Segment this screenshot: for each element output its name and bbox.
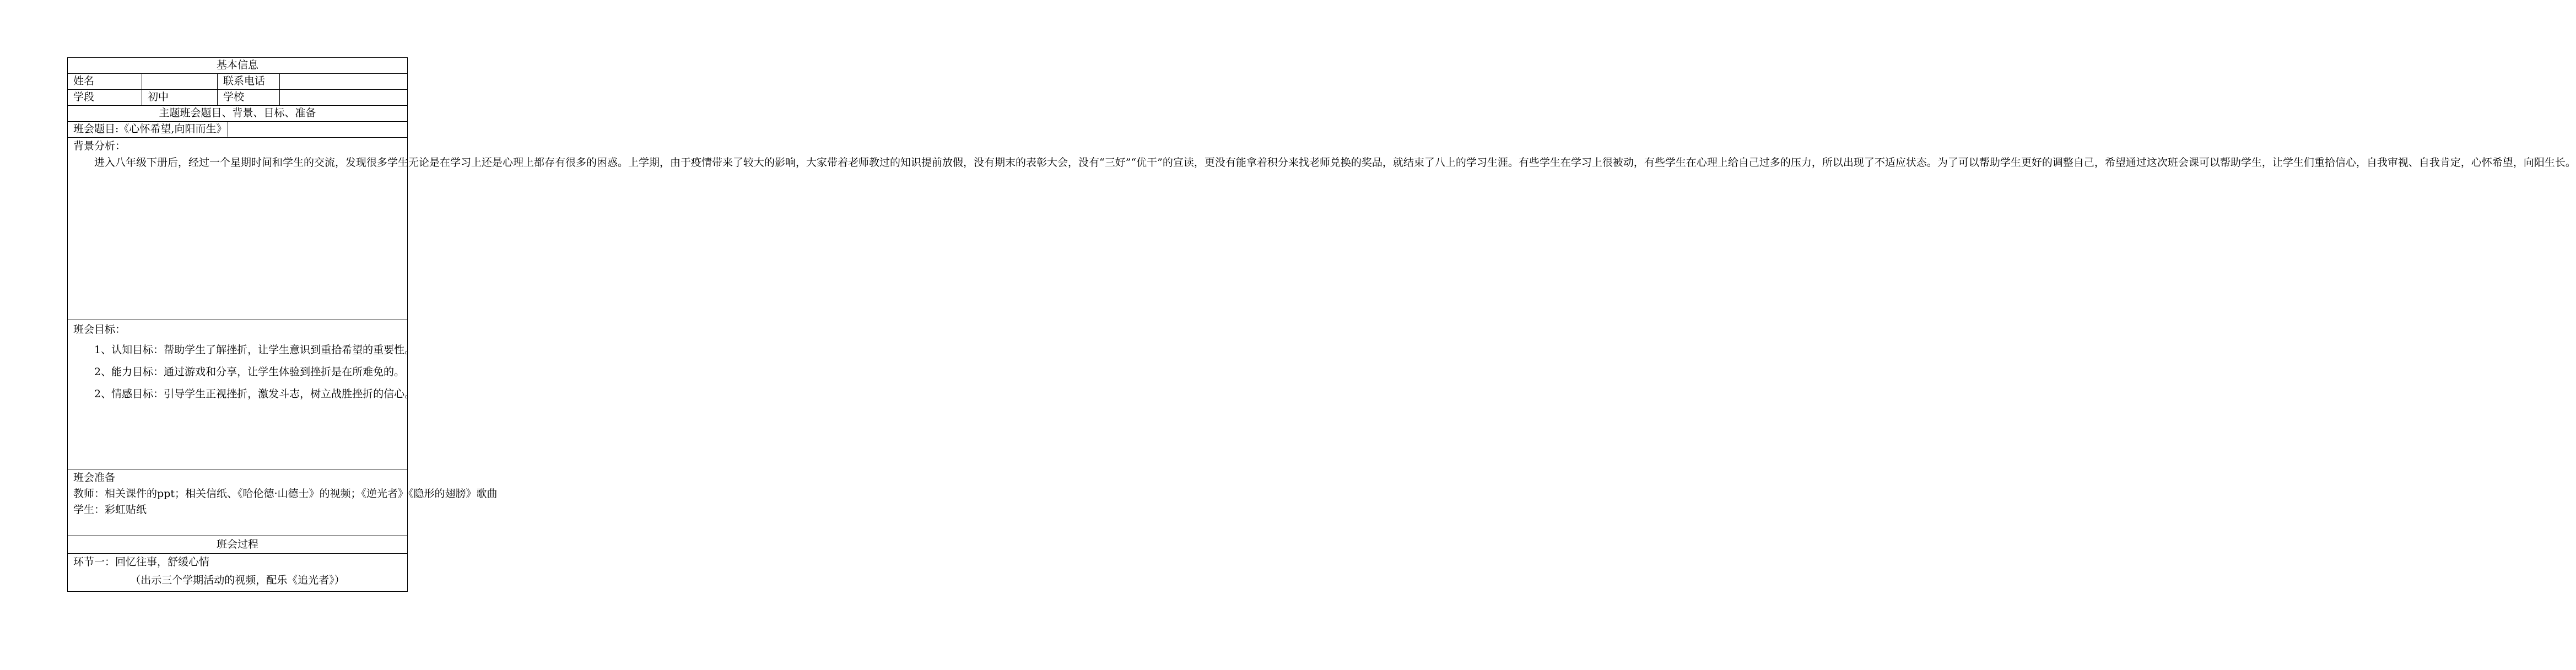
goal-ability: 2、能力目标：通过游戏和分享，让学生体验到挫折是在所难免的。 — [94, 366, 405, 378]
preparation-row — [68, 469, 408, 536]
school-value — [280, 90, 408, 106]
goals-row — [68, 320, 408, 469]
phone-value — [280, 74, 408, 90]
background-row — [68, 138, 408, 320]
school-label: 学校 — [218, 90, 280, 106]
preparation-student: 学生：彩虹贴纸 — [73, 504, 147, 516]
preparation-label: 班会准备 — [73, 472, 116, 484]
step1-note: （出示三个学期活动的视频，配乐《追光者》） — [130, 574, 345, 586]
stage-value: 初中 — [142, 90, 218, 106]
goals-cell — [68, 320, 415, 469]
goals-label: 班会目标： — [73, 323, 126, 336]
basic-info-heading-row — [68, 58, 408, 74]
name-label: 姓名 — [68, 74, 142, 90]
topic-cell — [68, 122, 408, 138]
background-text: 进入八年级下册后，经过一个星期时间和学生的交流，发现很多学生无论是在学习上还是心理上都存有很多的困惑。上学期，由于疫情带来了较大的影响，大家带着老师教过的知识提前放假，没有期末的表彰大会，没有“三好”“优干”的宣读，更没有能拿着积分来找老师兑换的奖品，就结束了八上的学习生涯。有些学生在学习上很被动，有些学生在心理上给自己过多的压力，所以出现了不适应状态。为了可以帮助学生更好的调整自己，希望通过这次班会课可以帮助学生，让学生们重拾信心，自我审视、自我肯定，心怀希望，向阳生长。 — [94, 156, 2576, 169]
process-step1-cell — [68, 554, 408, 592]
name-row — [68, 74, 408, 90]
topic-section-heading-row — [68, 106, 408, 122]
background-label: 背景分析： — [73, 140, 126, 152]
goal-emotion: 2、情感目标：引导学生正视挫折，激发斗志，树立战胜挫折的信心。 — [94, 388, 415, 400]
topic-section-heading: 主题班会题目、背景、目标、准备 — [68, 106, 408, 122]
step1-title: 环节一：回忆往事，舒缓心情 — [73, 556, 210, 568]
stage-row — [68, 90, 408, 106]
topic-row — [68, 122, 408, 138]
meeting-topic: 班会题目:《心怀希望,向阳而生》 — [73, 122, 228, 137]
phone-label: 联系电话 — [218, 74, 280, 90]
process-step1-row — [68, 554, 408, 592]
process-heading-row — [68, 536, 408, 554]
preparation-teacher: 教师：相关课件的ppt；相关信纸、《哈伦德·山德士》的视频；《逆光者》《隐形的翅膀》歌曲 — [73, 488, 498, 500]
basic-info-heading: 基本信息 — [68, 58, 408, 74]
preparation-cell — [68, 469, 498, 536]
goal-cognitive: 1、认知目标：帮助学生了解挫折，让学生意识到重拾希望的重要性。 — [94, 344, 415, 356]
name-value — [142, 74, 218, 90]
stage-label: 学段 — [68, 90, 142, 106]
background-cell — [68, 138, 2576, 320]
process-heading: 班会过程 — [68, 536, 408, 554]
class-meeting-form — [67, 57, 2576, 592]
